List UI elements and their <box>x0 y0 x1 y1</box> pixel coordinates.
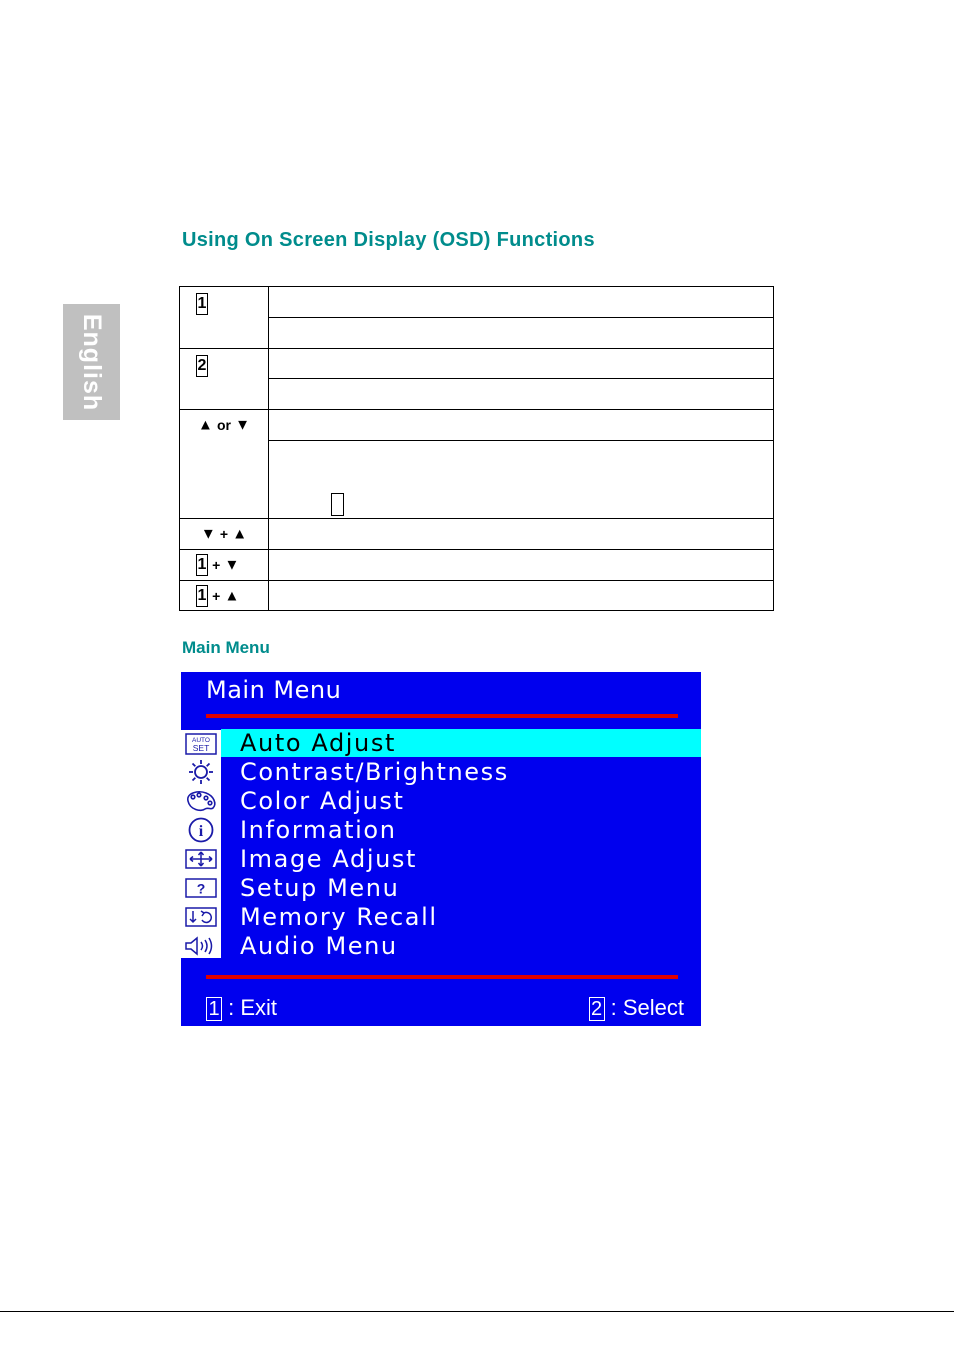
exit-hint <box>206 995 277 1021</box>
image-adjust-icon <box>184 846 218 872</box>
up-arrow-icon: ▲ <box>232 525 248 543</box>
help-icon <box>184 875 218 901</box>
plus-label: + <box>212 557 221 573</box>
palette-icon <box>184 788 218 814</box>
osd-item-image-adjust[interactable]: Image Adjust <box>240 845 418 873</box>
key-cell-1-plus-down <box>180 550 269 581</box>
svg-text:i: i <box>198 823 204 840</box>
osd-key-table <box>179 286 774 611</box>
osd-item-information[interactable]: Information <box>240 816 397 844</box>
down-arrow-icon: ▼ <box>200 525 216 543</box>
plus-label: + <box>212 588 221 604</box>
select-hint <box>589 995 685 1021</box>
section-title: Using On Screen Display (OSD) Functions <box>182 229 595 251</box>
button-1-symbol: 1 <box>196 293 208 315</box>
key-cell-1-plus-up <box>180 581 269 611</box>
osd-item-auto-adjust[interactable]: Auto Adjust <box>221 729 701 757</box>
auto-set-icon <box>184 731 218 757</box>
description-cell <box>269 550 774 581</box>
svg-text:SET: SET <box>192 743 210 753</box>
main-menu-heading: Main Menu <box>182 638 270 657</box>
bottom-divider <box>206 975 678 979</box>
button-1-symbol: 1 <box>196 585 208 607</box>
key-cell-2 <box>180 349 269 410</box>
description-cell <box>269 410 774 441</box>
language-tab <box>63 304 120 420</box>
osd-item-color-adjust[interactable]: Color Adjust <box>240 787 405 815</box>
select-label: : Select <box>610 995 684 1020</box>
button-symbol-box <box>331 493 344 516</box>
description-cell <box>269 379 774 410</box>
osd-menu-title: Main Menu <box>206 676 342 704</box>
down-arrow-icon: ▼ <box>235 416 251 434</box>
description-cell <box>269 441 774 519</box>
description-cell <box>269 519 774 550</box>
down-arrow-icon: ▼ <box>224 556 240 574</box>
or-label: or <box>217 417 231 434</box>
description-cell <box>269 318 774 349</box>
sun-icon <box>184 759 218 785</box>
osd-item-memory-recall[interactable]: Memory Recall <box>240 903 438 931</box>
description-cell <box>269 581 774 611</box>
up-arrow-icon: ▲ <box>197 416 213 434</box>
key-cell-down-plus-up <box>180 519 269 550</box>
page-footer-rule <box>0 1311 954 1312</box>
osd-main-menu <box>181 672 701 1026</box>
key-cell-1 <box>180 287 269 349</box>
button-2-symbol: 2 <box>196 355 208 377</box>
svg-text:?: ? <box>196 880 206 897</box>
recall-icon <box>184 904 218 930</box>
top-divider <box>206 714 678 718</box>
description-cell <box>269 349 774 379</box>
speaker-icon <box>184 933 218 959</box>
osd-icon-strip <box>181 730 221 958</box>
osd-item-contrast-brightness[interactable]: Contrast/Brightness <box>240 758 509 786</box>
select-key-symbol: 2 <box>589 997 605 1021</box>
up-arrow-icon: ▲ <box>224 587 240 605</box>
button-1-symbol: 1 <box>196 554 208 576</box>
language-tab-label: English <box>78 313 107 411</box>
description-cell <box>269 287 774 318</box>
osd-item-audio-menu[interactable]: Audio Menu <box>240 932 398 960</box>
svg-text:AUTO: AUTO <box>192 737 210 744</box>
info-icon <box>184 817 218 843</box>
key-cell-up-or-down <box>180 410 269 519</box>
exit-key-symbol: 1 <box>206 997 222 1021</box>
plus-label: + <box>219 526 229 543</box>
exit-label: : Exit <box>228 995 278 1020</box>
osd-item-setup-menu[interactable]: Setup Menu <box>240 874 400 902</box>
